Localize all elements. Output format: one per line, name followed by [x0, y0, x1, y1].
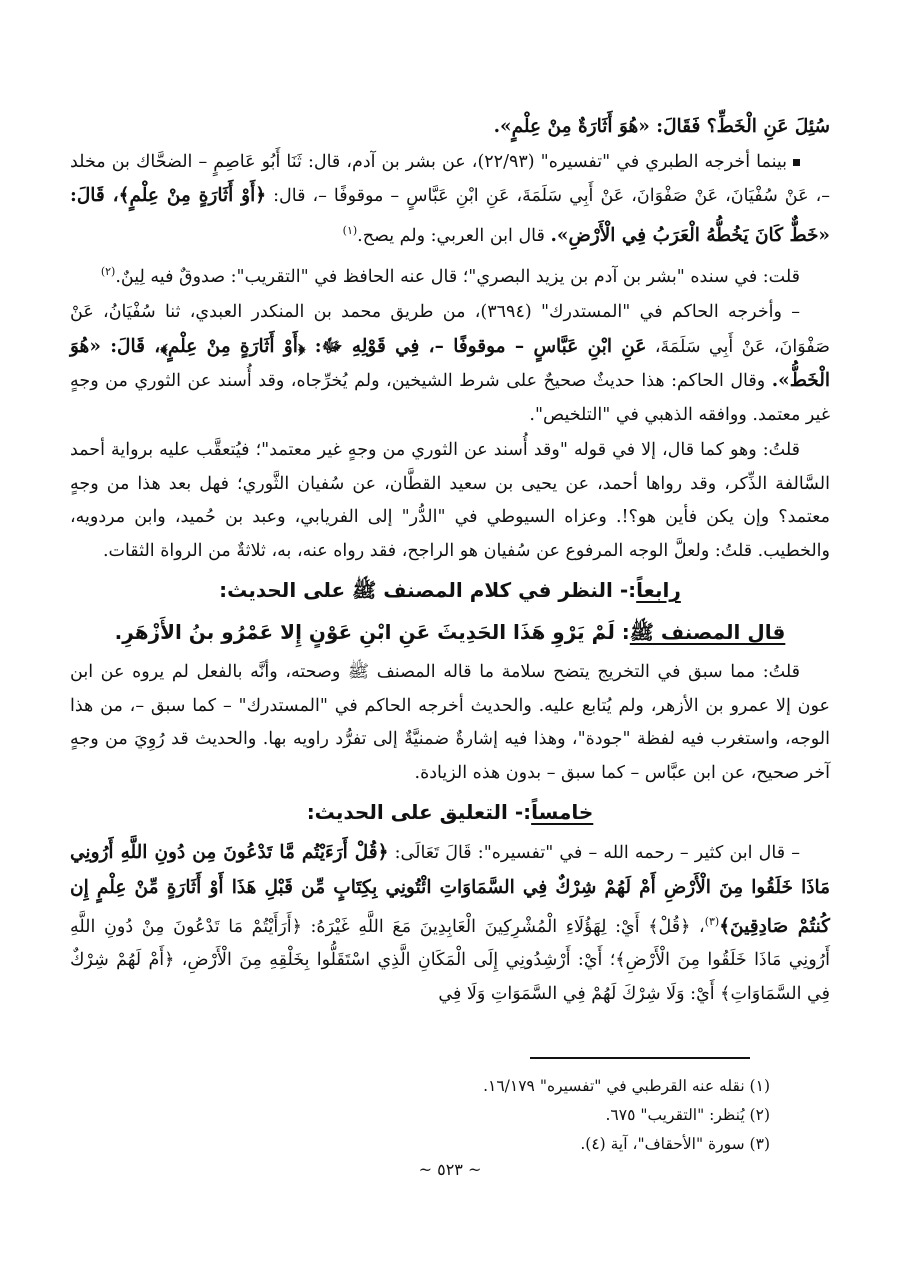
author-statement: قال المصنف ﷺ: لَمْ يَرْوِ هَذَا الحَدِيثَ عَنِ ابْنِ عَوْنٍ إِلا عَمْرُو بنُ الأَزْهَرِ.: [114, 620, 786, 645]
paragraph-2: بينما أخرجه الطبري في "تفسيره" (٢٢/٩٣)، عن بشر بن آدم، قال: ثَنَا أَبُو عَاصِمٍ – الضحَّاك بن مخلد –، عَنْ سُفْيَانَ، عَنْ صَفْوَانَ، عَنْ أَبِي سَلَمَةَ، عَنِ ابْنِ عَبَّاسٍ – موقوفًا –، قال: ﴿أَوْ أَثَارَةٍ مِنْ عِلْمٍ﴾، قَالَ: «خَطٌّ كَانَ يَخُطُّهُ الْعَرَبُ فِي الْأَرْضِ». قال ابن العربي: ولم يصح.$^{(١)}$: [70, 151, 830, 246]
section-heading-5: خامساً:- التعليق على الحديث:: [306, 800, 594, 825]
section-heading-4: رابعاً:- النظر في كلام المصنف ﷺ على الحديث:: [219, 578, 681, 603]
footnote-1: (١) نقله عنه القرطبي في "تفسيره" ١٦/١٧٩.: [483, 1077, 770, 1095]
bullet-icon: [793, 159, 800, 166]
paragraph-4: – وأخرجه الحاكم في "المستدرك" (٣٦٩٤)، من طريق محمد بن المنكدر العبدي، ثنا سُفْيَانُ، عَنْ صَفْوَانَ، عَنْ أَبِي سَلَمَةَ، عَنِ ابْنِ عَبَّاسٍ – موقوفًا –، فِي قَوْلِهِ ﷻ: ﴿أَوْ أَثَارَةٍ مِنْ عِلْمٍ﴾، قَالَ: «هُوَ الْخَطُّ». وقال الحاكم: هذا حديثٌ صحيحٌ على شرط الشيخين، ولم يُخرِّجاه، وقد أُسند عن الثوري من وجهٍ غير معتمد. ووافقه الذهبي في "التلخيص".: [70, 302, 830, 425]
page-number: ~ ٥٢٣ ~: [418, 1160, 482, 1179]
footnote-2: (٢) يُنظر: "التقريب" ٦٧٥.: [605, 1106, 770, 1124]
footnote-ref-3: (٣): [704, 915, 720, 929]
footnote-ref-1: (١): [342, 223, 358, 237]
paragraph-6: قلتُ: مما سبق في التخريج يتضح سلامة ما قاله المصنف ﷺ وصحته، وأنَّه بالفعل لم يروه عن ابن عون إلا عمرو بن الأزهر، ولم يُتابع عليه. والحديث أخرجه الحاكم في "المستدرك" – كما سبق –، من هذا الوجه، واستغرب فيه لفظة "جودة"، وهذا فيه إشارةٌ ضمنيَّةٌ إلى تفرُّد راويه بها. والحديث قد رُوِيَ من وجهٍ آخر صحيح، عن ابن عبَّاس – كما سبق – بدون هذه الزيادة.: [70, 662, 830, 783]
footnotes: [70, 1072, 800, 1159]
quran-verse: ﴿قُلْ أَرَءَيْتُم مَّا تَدْعُونَ مِن دُونِ اللَّهِ أَرُونِي مَاذَا خَلَقُوا مِنَ الْأَرْضِ أَمْ لَهُمْ شِرْكٌ فِي السَّمَاوَاتِ ائْتُونِي بِكِتَابٍ مِّن قَبْلِ هَذَا أَوْ أَثَارَةٍ مِّنْ عِلْمٍ إِن كُنتُمْ صَادِقِينَ﴾: [70, 842, 830, 937]
footnote-divider: [530, 1057, 750, 1059]
page-body: [70, 110, 830, 1013]
paragraph-1: سُئِلَ عَنِ الْخَطِّ؟ فَقَالَ: «هُوَ أَثَارَةٌ مِنْ عِلْمٍ».: [493, 116, 830, 137]
footnote-3: (٣) سورة "الأحقاف"، آية (٤).: [580, 1135, 770, 1153]
paragraph-3: قلت: في سنده "بشر بن آدم بن يزيد البصري"؛ قال عنه الحافظ في "التقريب": صدوقٌ فيه لِينٌ.$^{(٢)}$: [100, 264, 800, 287]
paragraph-5: قلتُ: وهو كما قال، إلا في قوله "وقد أُسند عن الثوري من وجهٍ غير معتمد"؛ فيُتعقَّب عليه برواية أحمد السَّالفة الذِّكر، وقد رواها أحمد، عن يحيى بن سعيد القطَّان، عن سُفيان الثَّوري؛ فهل بعد هذا من وجهٍ معتمد؟ وإن يكن فأين هو؟!. وعزاه السيوطي في "الدُّر" إلى الفريابي، وعبد بن حُميد، وابن مردويه، والخطيب. قلتُ: ولعلَّ الوجه المرفوع عن سُفيان هو الراجح، فقد رواه عنه، به، ثلاثةٌ من الرواة الثقات.: [70, 440, 830, 561]
footnote-ref-2: (٢): [100, 264, 116, 278]
quote-text: ﴿أَوْ أَثَارَةٍ مِنْ عِلْمٍ﴾، قَالَ: «خَطٌّ كَانَ يَخُطُّهُ الْعَرَبُ فِي الْأَرْضِ».: [70, 185, 830, 246]
paragraph-7: – قال ابن كثير – رحمه الله – في "تفسيره": قَالَ تَعَالَى: ﴿قُلْ أَرَءَيْتُم مَّا تَدْعُونَ مِن دُونِ اللَّهِ أَرُونِي مَاذَا خَلَقُوا مِنَ الْأَرْضِ أَمْ لَهُمْ شِرْكٌ فِي السَّمَاوَاتِ ائْتُونِي بِكِتَابٍ مِّن قَبْلِ هَذَا أَوْ أَثَارَةٍ مِّنْ عِلْمٍ إِن كُنتُمْ صَادِقِينَ﴾$^{(٣)}$، ﴿قُلْ﴾ أَيْ: لِهَؤُلَاءِ الْمُشْرِكِينَ الْعَابِدِينَ مَعَ اللَّهِ غَيْرَهُ: ﴿أَرَأَيْتُمْ مَا تَدْعُونَ مِنْ دُونِ اللَّهِ أَرُونِي مَاذَا خَلَقُوا مِنَ الْأَرْضِ﴾؛ أَيْ: أَرْشِدُونِي إِلَى الْمَكَانِ الَّذِي اسْتَقَلُّوا بِخَلْقِهِ مِنَ الْأَرْضِ، ﴿أَمْ لَهُمْ شِرْكٌ فِي السَّمَاوَاتِ﴾ أَيْ: وَلَا شِرْكَ لَهُمْ فِي السَّمَوَاتِ وَلَا فِي: [70, 842, 830, 1004]
quote-text: عَنِ ابْنِ عَبَّاسٍ – موقوفًا –، فِي قَوْلِهِ ﷻ: ﴿أَوْ أَثَارَةٍ مِنْ عِلْمٍ﴾، قَالَ: «هُوَ الْخَطُّ».: [70, 335, 830, 392]
